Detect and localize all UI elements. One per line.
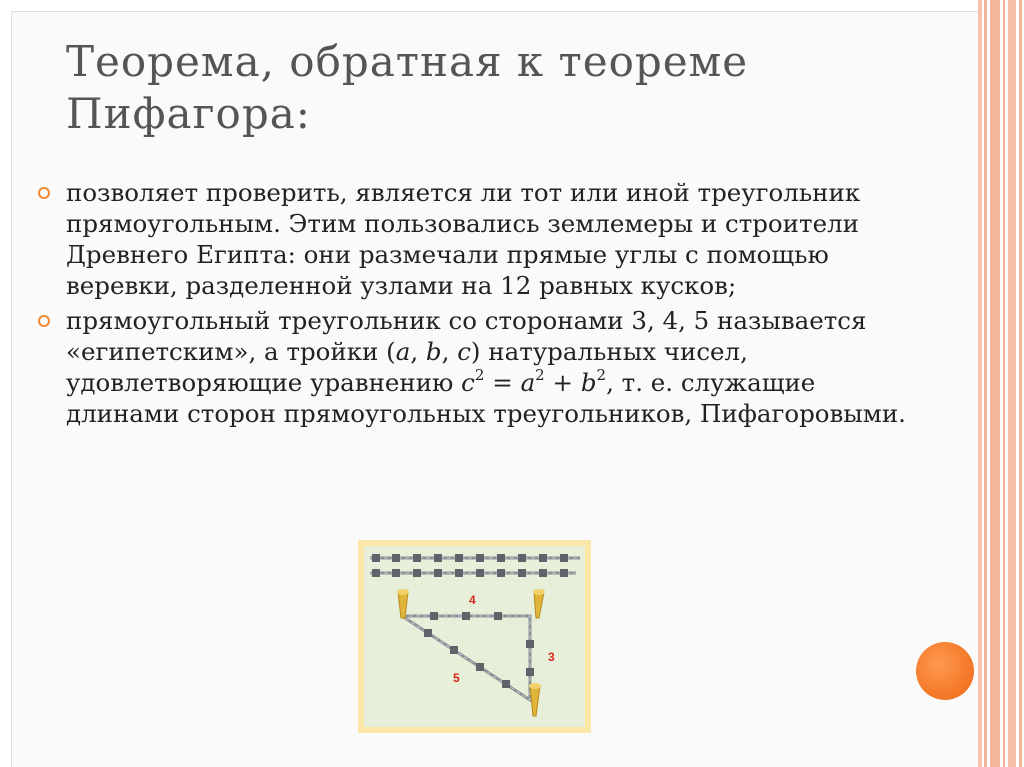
decorative-stripe	[1003, 0, 1005, 767]
eq-var-a: a	[520, 368, 536, 397]
side-label-hypotenuse: 5	[453, 671, 460, 685]
bullet-marker-icon	[38, 315, 50, 327]
var-c: c	[457, 337, 471, 366]
rope-triangle-illustration	[358, 540, 591, 733]
eq-var-c: c	[461, 368, 475, 397]
sep: ,	[410, 337, 426, 366]
bullet-item-1	[38, 177, 918, 301]
decorative-stripe	[984, 0, 987, 767]
decorative-stripe	[990, 0, 1000, 767]
bullet-text-part2: ) натуральных чисел, удовлетворяющие уравнению	[66, 337, 748, 397]
bullet-item-2	[38, 305, 918, 429]
decorative-stripe	[978, 0, 982, 767]
bullet-marker-icon	[38, 187, 50, 199]
egyptian-triangle-figure	[358, 540, 591, 733]
var-b: b	[425, 337, 442, 366]
eq-var-b: b	[580, 368, 597, 397]
decorative-stripe	[1019, 0, 1022, 767]
bullet-text-part1: прямоугольный треугольник со сторонами 3, 4, 5 называется «египетским», а тройки (	[66, 306, 867, 366]
bullet-text: позволяет проверить, является ли тот или иной треугольник прямоугольным. Этим пользовались землемеры и строители Древнего Египта: они размечали прямые углы с помощью веревки, разделенной узлами на 12 равных кусков;	[66, 178, 861, 300]
exponent: 2	[535, 365, 545, 384]
exponent: 2	[596, 365, 607, 384]
title-line-2: Пифагора:	[66, 89, 311, 138]
side-label-top: 4	[469, 593, 476, 607]
var-a: a	[395, 337, 411, 366]
decorative-stripe	[1008, 0, 1016, 767]
slide-title	[66, 36, 926, 140]
bullet-text-part3: , т. е. служащие длинами сторон прямоугольных треугольников, Пифагоровыми.	[66, 368, 906, 428]
side-label-right: 3	[548, 650, 555, 664]
exponent: 2	[474, 365, 485, 384]
decorative-circle	[916, 642, 974, 700]
eq-operator: +	[544, 368, 581, 397]
bullet-list	[38, 177, 918, 433]
title-line-1: Теорема, обратная к теореме	[66, 37, 749, 86]
sep: ,	[441, 337, 458, 366]
eq-operator: =	[484, 368, 521, 397]
